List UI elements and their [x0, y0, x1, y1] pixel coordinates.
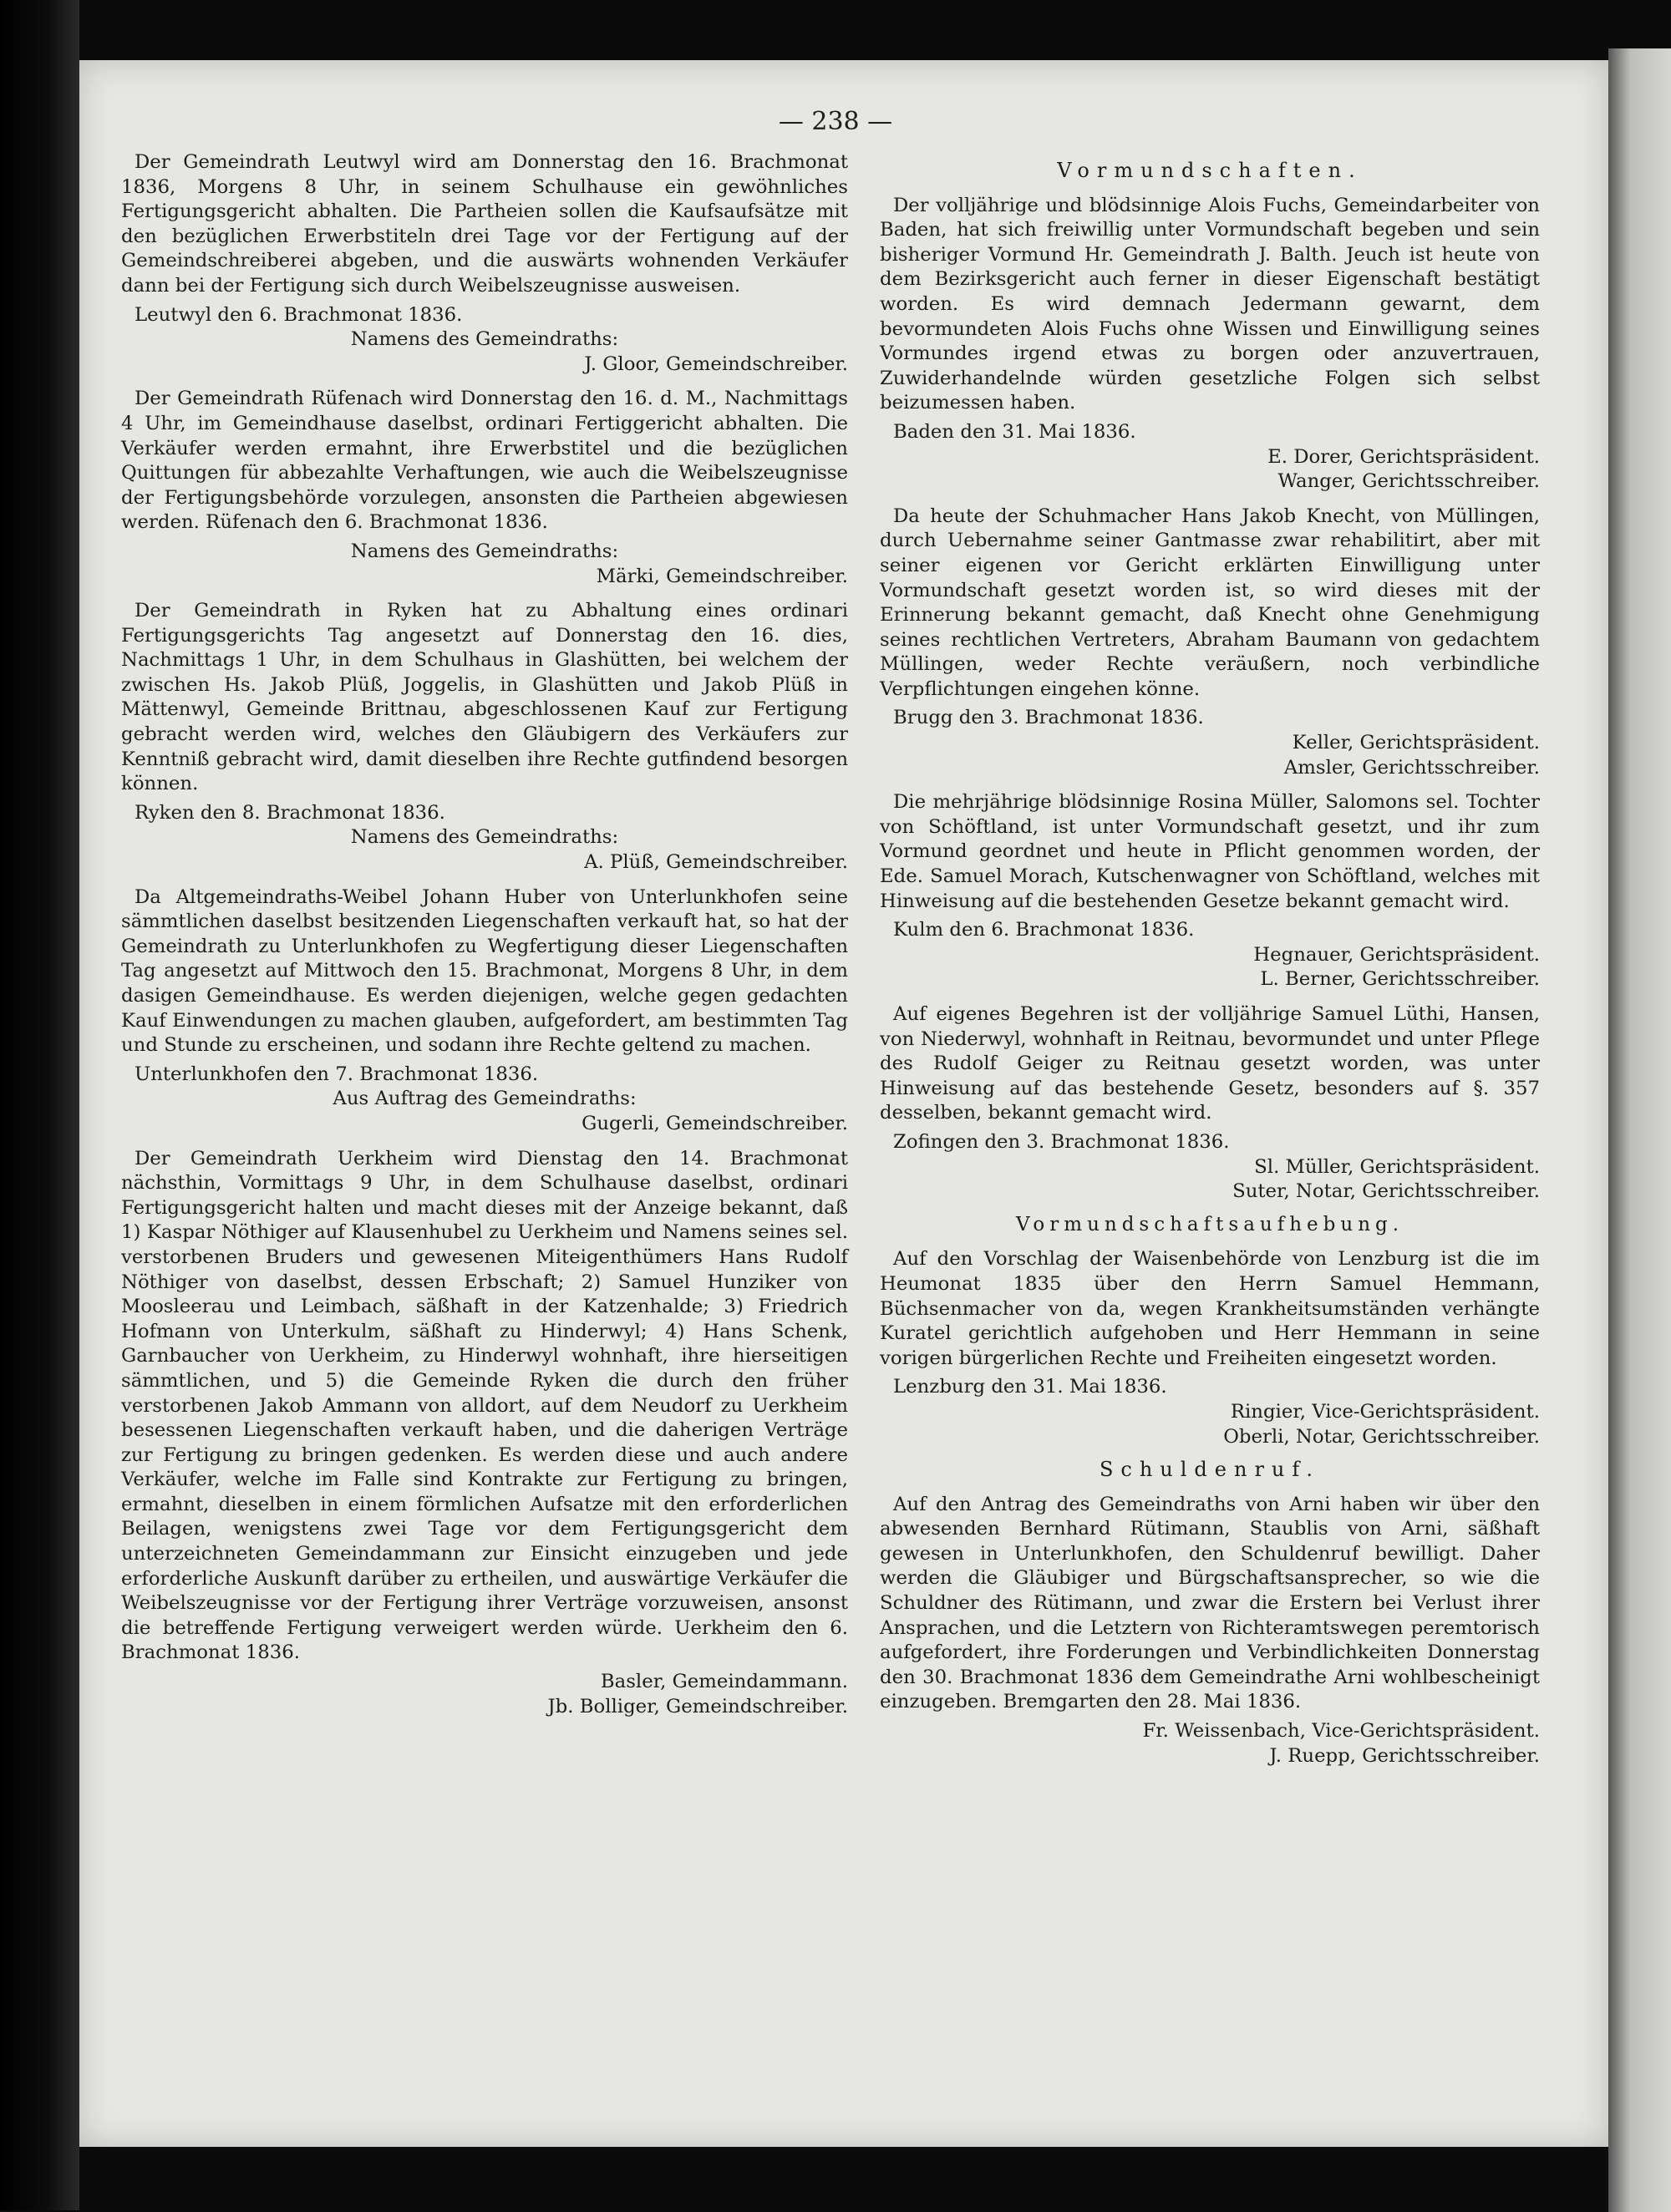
- notice-mueller-date: Kulm den 6. Brachmonat 1836.: [893, 919, 1195, 941]
- notice-ruefenach-on-behalf: Namens des Gemeindraths:: [350, 540, 619, 562]
- notice-unterlunkhofen-body: Da Altgemeindraths-Weibel Johann Huber von Unterlunkhofen seine sämmtlichen daselbst besitzenden Liegenschaften verkauft hat, so hat der Gemeindrath zu Unterlunkhofen zu Wegfertigung dieser Liegenschaften Tag angesetzt auf Mittwoch den 15. Brachmonat, Morgens 8 Uhr, in dem dasigen Gemeindhause. Es werden diejenigen, welche gegen gedachten Kauf Einwendungen zu machen glauben, aufgefordert, am bestimmten Tag und Stunde zu erscheinen, und sodann ihre Rechte geltend zu machen.: [121, 885, 848, 1057]
- notice-luethi-signature-1: Sl. Müller, Gerichtspräsident.: [1254, 1155, 1540, 1178]
- notice-mueller-body: Die mehrjährige blödsinnige Rosina Müller, Salomons sel. Tochter von Schöftland, ist unter Vormundschaft gesetzt, und ihr zum Vormund geordnet und heute in Pflicht genommen worden, der Ede. Samuel Morach, Kutschenwagner von Schöftland, welches mit Hinweisung auf die bestehenden Gesetze bekannt gemacht wird.: [880, 791, 1540, 912]
- notice-ryken-signature: A. Plüß, Gemeindschreiber.: [584, 851, 848, 874]
- notice-luethi-date: Zofingen den 3. Brachmonat 1836.: [893, 1130, 1230, 1153]
- notice-ruetimann-body: Auf den Antrag des Gemeindraths von Arni haben wir über den abwesenden Bernhard Rütimann, Staublis von Arni, säßhaft gewesen in Unterlunkhofen, den Schuldenruf bewilligt. Daher werden die Gläubiger und Bürgschaftsansprecher, so wie die Schuldner des Rütimann, und zwar die Erstern bei Verlust ihrer Ansprachen, und die Letztern von Richteramtswegen peremtorisch aufgefordert, ihre Forderungen und Verbindlichkeiten Donnerstag den 30. Brachmonat 1836 dem Gemeindrathe Arni wohlbescheinigt einzugeben. Bremgarten den 28. Mai 1836.: [880, 1493, 1540, 1713]
- heading-vormundschaftsaufhebung: Vormundschaftsaufhebung.: [1015, 1213, 1404, 1235]
- page-number: — 238 —: [778, 107, 893, 136]
- notice-hemmann-body: Auf den Vorschlag der Waisenbehörde von Lenzburg ist die im Heumonat 1835 über den Herrn Samuel Hemmann, Büchsenmacher von da, wegen Krankheitsumständen verhängte Kuratel gerichtlich aufgehoben und Herr Hemmann in seine vorigen bürgerlichen Rechte und Freiheiten eingesetzt worden.: [880, 1248, 1540, 1369]
- notice-ruetimann-signature-1: Fr. Weissenbach, Vice-Gerichtspräsident.: [1142, 1720, 1540, 1743]
- heading-schuldenruf: Schuldenruf.: [1099, 1458, 1321, 1482]
- right-column: [880, 150, 1540, 1768]
- notice-fuchs-body: Der volljährige und blödsinnige Alois Fuchs, Gemeindarbeiter von Baden, hat sich freiwillig unter Vormundschaft begeben und sein bisheriger Vormund Hr. Gemeindrath J. Balth. Jeuch ist heute von dem Bezirksgericht auch ferner in dieser Eigenschaft bestätigt worden. Es wird demnach Jedermann gewarnt, dem bevormundeten Alois Fuchs ohne Wissen und Einwilligung seines Vormundes irgend etwas zu borgen oder anzuvertrauen, Zuwiderhandelnde würden gesetzliche Folgen sich selbst beizumessen haben.: [880, 194, 1540, 414]
- notice-knecht-body: Da heute der Schuhmacher Hans Jakob Knecht, von Müllingen, durch Uebernahme seiner Gantmasse zwar rehabilitirt, aber mit seiner eigenen vor Gericht erklärten Einwilligung unter Vormundschaft gesetzt worden ist, so wird dieses mit der Erinnerung bekannt gemacht, daß Knecht ohne Genehmigung seines rechtlichen Vertreters, Abraham Baumann von gedachtem Müllingen, weder Rechte veräußern, noch verbindliche Verpflichtungen eingehen könne.: [880, 505, 1540, 700]
- notice-uerkheim-signature-2: Jb. Bolliger, Gemeindschreiber.: [547, 1695, 848, 1717]
- notice-fuchs-signature-2: Wanger, Gerichtsschreiber.: [1277, 470, 1540, 493]
- notice-knecht-date: Brugg den 3. Brachmonat 1836.: [893, 707, 1204, 729]
- notice-ryken-on-behalf: Namens des Gemeindraths:: [350, 826, 619, 849]
- notice-unterlunkhofen-on-behalf: Aus Auftrag des Gemeindraths:: [333, 1088, 637, 1110]
- notice-leutwyl-on-behalf: Namens des Gemeindraths:: [350, 328, 619, 351]
- left-column: [121, 150, 848, 1719]
- notice-fuchs-date: Baden den 31. Mai 1836.: [893, 420, 1136, 443]
- notice-hemmann-date: Lenzburg den 31. Mai 1836.: [893, 1376, 1167, 1398]
- notice-uerkheim-body: Der Gemeindrath Uerkheim wird Dienstag den 14. Brachmonat nächsthin, Vormittags 9 Uhr, in dem Schulhause daselbst, ordinari Fertigungsgericht halten und macht dieses mit der Anzeige bekannt, daß 1) Kaspar Nöthiger auf Klausenhubel zu Uerkheim und Namens seines sel. verstorbenen Bruders und gewesenen Miteigenthümers Hans Rudolf Nöthiger von daselbst, dessen Erbschaft; 2) Samuel Hunziker von Moosleerau und Leimbach, säßhaft in der Katzenhalde; 3) Friedrich Hofmann von Unterkulm, säßhaft zu Hinderwyl; 4) Hans Schenk, Garnbaucher von Uerkheim, zu Hinderwyl wohnhaft, ihre hierseitigen sämmtlichen, und 5) die Gemeinde Ryken die durch den früher verstorbenen Jakob Ammann von alldort, auf dem Neudorf zu Uerkheim besessenen Liegenschaften verkauft haben, und die daherigen Verträge zur Fertigung zu bringen gedenken. Es werden diese und auch andere Verkäufer, welche im Falle sind Kontrakte zur Fertigung zu bringen, ermahnt, dieselben in einem förmlichen Aufsatze mit den erforderlichen Beilagen, wenigstens zwei Tage vor dem Fertigungsgericht dem unterzeichneten Gemeindammann zur Einsicht einzugeben und jede erforderliche Auskunft darüber zu ertheilen, und auswärtige Verkäufer die Weibelszeugnisse vor der Fertigung ihrer Verträge vorzuweisen, ansonst die betreffende Fertigung verweigert werden würde. Uerkheim den 6. Brachmonat 1836.: [121, 1147, 848, 1664]
- notice-hemmann-signature-1: Ringier, Vice-Gerichtspräsident.: [1230, 1400, 1540, 1423]
- notice-luethi-signature-2: Suter, Notar, Gerichtsschreiber.: [1232, 1180, 1540, 1203]
- notice-luethi-body: Auf eigenes Begehren ist der volljährige Samuel Lüthi, Hansen, von Niederwyl, wohnhaft in Reitnau, bevormundet und unter Pflege des Rudolf Geiger zu Reitnau gesetzt worden, was unter Hinweisung auf das bestehende Gesetz, besonders auf §. 357 desselben, bekannt gemacht wird.: [880, 1003, 1540, 1124]
- scan-background: [0, 0, 79, 2210]
- notice-hemmann-signature-2: Oberli, Notar, Gerichtsschreiber.: [1223, 1425, 1540, 1448]
- heading-vormundschaften: Vormundschaften.: [1057, 159, 1363, 182]
- notice-fuchs-signature-1: E. Dorer, Gerichtspräsident.: [1267, 445, 1540, 468]
- notice-unterlunkhofen-signature: Gugerli, Gemeindschreiber.: [582, 1112, 848, 1134]
- notice-leutwyl-date: Leutwyl den 6. Brachmonat 1836.: [135, 303, 463, 326]
- notice-ruefenach-signature: Märki, Gemeindschreiber.: [596, 565, 848, 587]
- notice-mueller-signature-1: Hegnauer, Gerichtspräsident.: [1253, 943, 1540, 966]
- notice-ryken-date: Ryken den 8. Brachmonat 1836.: [135, 801, 445, 824]
- notice-knecht-signature-2: Amsler, Gerichtsschreiber.: [1283, 756, 1540, 779]
- notice-knecht-signature-1: Keller, Gerichtspräsident.: [1292, 732, 1540, 754]
- adjacent-page-edge: [1608, 48, 1671, 2212]
- notice-ryken-body: Der Gemeindrath in Ryken hat zu Abhaltung eines ordinari Fertigungsgerichts Tag angesetzt auf Donnerstag den 16. dies, Nachmittags 1 Uhr, in dem Schulhaus in Glashütten, bei welchem der zwischen Hs. Jakob Plüß, Joggelis, in Glashütten und Jakob Plüß in Mättenwyl, Gemeinde Brittnau, abgeschlossenen Kauf zur Fertigung gebracht werden wird, welches den Gläubigern des Verkäufers zur Kenntniß gebracht wird, damit dieselben ihre Rechte gutfindend besorgen können.: [121, 600, 848, 795]
- notice-leutwyl-signature: J. Gloor, Gemeindschreiber.: [584, 353, 848, 375]
- notice-uerkheim-signature-1: Basler, Gemeindammann.: [600, 1671, 848, 1693]
- notice-unterlunkhofen-date: Unterlunkhofen den 7. Brachmonat 1836.: [135, 1063, 539, 1085]
- notice-leutwyl-body: Der Gemeindrath Leutwyl wird am Donnerstag den 16. Brachmonat 1836, Morgens 8 Uhr, in seinem Schulhause ein gewöhnliches Fertigungsgericht abhalten. Die Partheien sollen die Kaufsaufsätze mit den bezüglichen Erwerbstiteln drei Tage vor der Fertigung auf der Gemeindschreiberei abgeben, und die auswärts wohnenden Verkäufer dann bei der Fertigung sich durch Weibelszeugnisse ausweisen.: [121, 151, 848, 297]
- notice-mueller-signature-2: L. Berner, Gerichtsschreiber.: [1260, 968, 1540, 991]
- notice-ruetimann-signature-2: J. Ruepp, Gerichtsschreiber.: [1269, 1744, 1540, 1767]
- notice-ruefenach-body: Der Gemeindrath Rüfenach wird Donnerstag den 16. d. M., Nachmittags 4 Uhr, im Gemeindhause daselbst, ordinari Fertiggericht abhalten. Die Verkäufer werden ermahnt, ihre Erwerbstitel und die bezüglichen Quittungen für abbezahlte Verhaftungen, wie auch die Weibelszeugnisse der Fertigungsbehörde vorzulegen, ansonsten die Partheien abgewiesen werden. Rüfenach den 6. Brachmonat 1836.: [121, 388, 848, 534]
